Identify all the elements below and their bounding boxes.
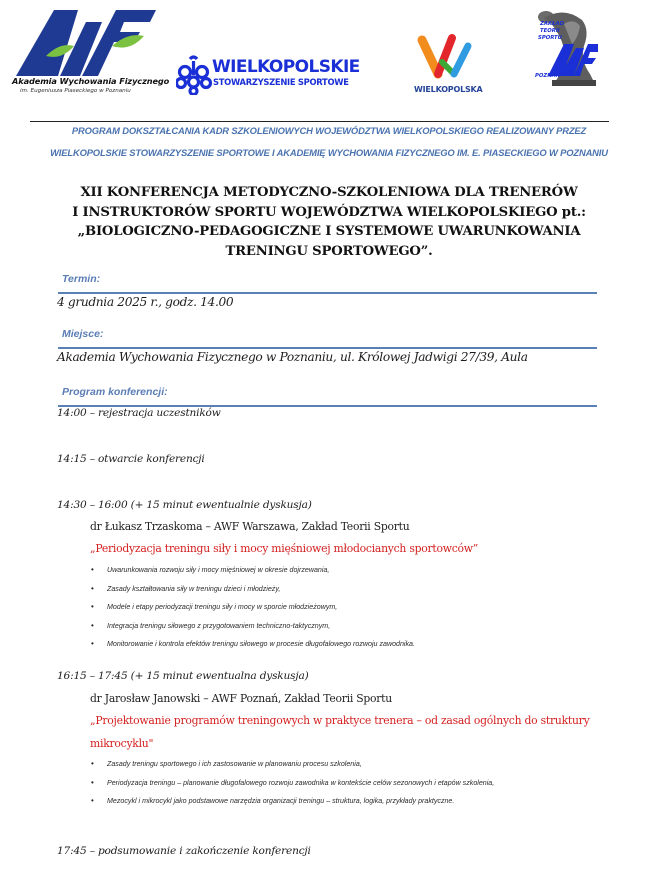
- awf-logo: [8, 8, 170, 98]
- agenda-item-closing: 17:45 – podsumowanie i zakończenie konferencji: [57, 845, 311, 857]
- title-line: „BIOLOGICZNO-PEDAGOGICZNE I SYSTEMOWE UWARUNKOWANIA: [77, 224, 581, 239]
- topic-text: Modele i etapy periodyzacji treningu siły i mocy w sporcie młodzieżowym,: [107, 603, 338, 611]
- miejsce-value: Akademia Wychowania Fizycznego w Poznaniu, ul. Królowej Jadwigi 27/39, Aula: [57, 350, 528, 364]
- awf-mark-icon: [16, 8, 156, 78]
- wielkopolska-logo: [412, 32, 482, 97]
- bullet-icon: •: [91, 796, 94, 805]
- title-line: I INSTRUKTORÓW SPORTU WOJEWÓDZTWA WIELKOPOLSKIEGO pt.:: [72, 204, 586, 220]
- agenda-item-registration: 14:00 – rejestracja uczestników: [57, 407, 221, 419]
- topic-item: [91, 580, 415, 599]
- zts-label-line1: ZAKŁAD: [540, 21, 565, 27]
- agenda-item-session-1: 14:30 – 16:00 (+ 15 minut ewentualnie dyskusja): [57, 499, 312, 511]
- zts-logo: [534, 4, 598, 88]
- zts-label-line3: SPORTU: [538, 35, 562, 41]
- topic-text: Zasady treningu sportowego i ich zastosowanie w planowaniu procesu szkolenia,: [107, 760, 362, 768]
- conference-title: [0, 183, 658, 261]
- termin-label: Termin:: [62, 273, 101, 285]
- termin-value: 4 grudnia 2025 r., godz. 14.00: [57, 295, 234, 309]
- bullet-icon: •: [91, 602, 94, 611]
- topic-text: Uwarunkowania rozwoju siły i mocy mięśniowej w okresie dojrzewania,: [107, 566, 330, 574]
- awf-subtitle: im. Eugeniusza Piaseckiego w Poznaniu: [20, 88, 131, 94]
- wss-subtitle: STOWARZYSZENIE SPORTOWE: [213, 77, 349, 87]
- bullet-icon: •: [91, 565, 94, 574]
- topic-item: [91, 635, 415, 654]
- zts-city: POZNAŃ: [535, 73, 561, 79]
- session-2-topics: [91, 755, 494, 811]
- topic-item: [91, 598, 415, 617]
- session-1-topics: [91, 561, 415, 654]
- bullet-icon: •: [91, 759, 94, 768]
- topic-text: Zasady kształtowania siły w treningu dzieci i młodzieży,: [107, 584, 281, 593]
- wielkopolska-text: WIELKOPOLSKA: [414, 85, 483, 94]
- topic-item: [91, 774, 494, 793]
- header-divider: [30, 121, 609, 122]
- agenda-item-opening: 14:15 – otwarcie konferencji: [57, 453, 205, 465]
- program-label: Program konferencji:: [62, 386, 168, 398]
- session-2-talk-title-line-1: „Projektowanie programów treningowych w praktyce trenera – od zasad ogólnych do struktury: [90, 714, 590, 727]
- miejsce-divider: [58, 347, 597, 349]
- session-1-talk-title: „Periodyzacja treningu siły i mocy mięśniowej młodocianych sportowców”: [90, 542, 479, 555]
- wielkopolska-w-icon: [412, 32, 482, 82]
- topic-text: Periodyzacja treningu – planowanie długofalowego rozwoju zawodnika w kontekście celów sezonowych i etapów szkolenia,: [107, 778, 495, 787]
- session-1-speaker: dr Łukasz Trzaskoma – AWF Warszawa, Zakład Teorii Sportu: [90, 520, 410, 533]
- program-header-line-1: PROGRAM DOKSZTAŁCANIA KADR SZKOLENIOWYCH WOJEWÓDZTWA WIELKOPOLSKIEGO REALIZOWANY PRZEZ: [71, 125, 587, 136]
- topic-item: [91, 561, 415, 580]
- topic-text: Monitorowanie i kontrola efektów treningu siłowego w procesie długofalowego rozwoju zawodnika.: [107, 640, 415, 648]
- topic-item: [91, 617, 415, 636]
- bullet-icon: •: [91, 639, 94, 648]
- bullet-icon: •: [91, 583, 94, 593]
- miejsce-label: Miejsce:: [62, 328, 104, 340]
- topic-text: Integracja treningu siłowego z przygotowaniem techniczno-taktycznym,: [107, 621, 331, 630]
- session-2-speaker: dr Jarosław Janowski – AWF Poznań, Zakład Teorii Sportu: [90, 692, 392, 705]
- title-line: XII KONFERENCJA METODYCZNO-SZKOLENIOWA DLA TRENERÓW: [80, 185, 578, 200]
- program-header-line-2: WIELKOPOLSKIE STOWARZYSZENIE SPORTOWE I AKADEMIĘ WYCHOWANIA FIZYCZNEGO IM. E. PIASECKIEGO W POZNANIU: [50, 147, 608, 158]
- topic-item: [91, 755, 494, 774]
- topic-text: Mezocykl i mikrocykl jako podstawowe narzędzia organizacji treningu – struktura, logika, przykłady praktyczne.: [107, 797, 455, 805]
- session-2-talk-title-line-2: mikrocyklu": [90, 737, 154, 750]
- wss-title: WIELKOPOLSKIE: [212, 57, 360, 77]
- termin-divider: [58, 292, 597, 294]
- bullet-icon: •: [91, 620, 94, 630]
- bullet-icon: •: [91, 777, 94, 787]
- zts-label-line2: TEORII: [540, 28, 560, 34]
- title-line: TRENINGU SPORTOWEGO”.: [225, 243, 433, 259]
- awf-name: Akademia Wychowania Fizycznego: [12, 76, 170, 86]
- wss-logo: [176, 55, 366, 97]
- topic-item: [91, 792, 494, 811]
- grapes-icon: [176, 55, 212, 95]
- agenda-item-session-2: 16:15 – 17:45 (+ 15 minut ewentualna dyskusja): [57, 670, 309, 682]
